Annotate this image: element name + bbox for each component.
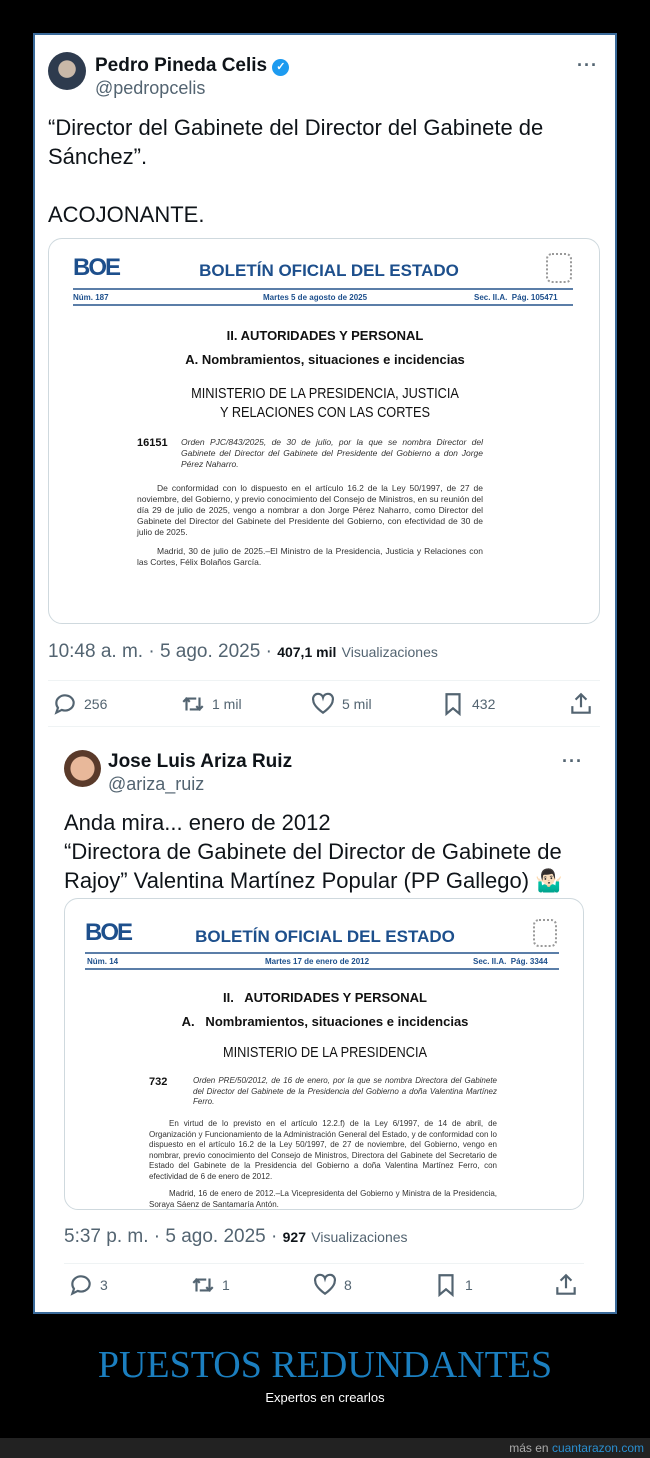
share-icon [568, 691, 594, 717]
boe-image[interactable] [64, 898, 584, 1210]
author-name[interactable] [95, 55, 289, 77]
coat-of-arms-icon [533, 919, 557, 947]
time-text: 5:37 p. m. · 5 ago. 2025 · [64, 1226, 283, 1247]
boe-date: Martes 17 de enero de 2012 [265, 957, 370, 966]
text-line: “Directora de Gabinete del Director de Gabinete de [64, 839, 562, 864]
author-handle[interactable]: @pedropcelis [95, 78, 206, 98]
retweet-button[interactable] [190, 1272, 230, 1298]
verified-badge-icon: ✓ [272, 59, 289, 76]
reply-count: 3 [100, 1277, 108, 1293]
tweet-text [64, 808, 604, 895]
retweet-icon [190, 1272, 216, 1298]
ministry-line: Y RELACIONES CON LAS CORTES [220, 404, 430, 421]
meme-subtitle: Expertos en crearlos [265, 1390, 385, 1405]
site-link[interactable]: cuantarazon.com [551, 1441, 644, 1455]
bookmark-count: 1 [465, 1277, 473, 1293]
text-line: “Director del Gabinete del Director del Gabinete de [48, 115, 544, 140]
boe-image[interactable] [48, 238, 600, 624]
boe-date: Martes 5 de agosto de 2025 [263, 293, 368, 302]
bookmark-button[interactable] [433, 1272, 473, 1298]
bookmark-icon [433, 1272, 459, 1298]
reply-count: 256 [84, 696, 108, 712]
time-text: 10:48 a. m. · 5 ago. 2025 · [48, 641, 278, 662]
avatar[interactable] [64, 750, 101, 787]
author-name-text: Pedro Pineda Celis [95, 55, 268, 76]
bookmark-count: 432 [472, 696, 496, 712]
reply-button[interactable] [52, 691, 107, 717]
share-button[interactable] [553, 1272, 579, 1298]
divider [64, 1263, 584, 1264]
heart-icon [310, 691, 336, 717]
like-count: 8 [344, 1277, 352, 1293]
more-options-icon[interactable]: ··· [562, 751, 583, 771]
author-name[interactable]: Jose Luis Ariza Ruiz [108, 751, 293, 772]
text-line [48, 171, 608, 200]
like-count: 5 mil [342, 696, 372, 712]
divider [48, 680, 600, 681]
boe-title: BOLETÍN OFICIAL DEL ESTADO [195, 927, 455, 946]
tweet-timestamp[interactable] [64, 1226, 408, 1248]
boe-logo: BOE [85, 919, 132, 946]
boe-signature: Madrid, 30 de julio de 2025.–El Ministro de la Presidencia, Justicia y Relaciones con las Cortes, Félix Bolaños García. [137, 546, 483, 567]
avatar[interactable] [48, 52, 86, 90]
tweet-text [48, 113, 608, 229]
more-text: más en [509, 1441, 552, 1455]
retweet-count: 1 mil [212, 696, 242, 712]
boe-order-title: Orden PRE/50/2012, de 16 de enero, por la que se nombra Directora del Gabinete del Director del Gabinete de la Presidencia del Gobierno a doña Valentina Martínez Ferro. [193, 1076, 497, 1106]
boe-order-number: 732 [149, 1076, 168, 1088]
like-button[interactable] [312, 1272, 352, 1298]
share-button[interactable] [568, 691, 594, 717]
boe-logo: BOE [73, 254, 120, 281]
boe-section: II. AUTORIDADES Y PERSONAL [226, 328, 424, 343]
reply-button[interactable] [68, 1272, 108, 1298]
boe-order-number: 16151 [137, 437, 168, 449]
author-handle[interactable]: @ariza_ruiz [108, 774, 205, 794]
text-line: ACOJONANTE. [48, 202, 205, 227]
divider [48, 726, 600, 727]
boe-body: En virtud de lo previsto en el artículo 12.2.f) de la Ley 6/1997, de 14 de abril, de Organización y Funcionamiento de la Administración General del Estado, y de conformidad con lo dispuesto en el artículo 16.2 de la Ley 50/1997, de 27 de noviembre, del Gobierno, vengo en nombrar, previo conocimiento del Consejo de Ministros, Directora del Gabinete del Secretario de Estado del Gabinete de la Presidencia del Gobierno a doña Valentina Martínez Ferro, con efectividad de 6 de enero de 2012. [149, 1119, 497, 1181]
meme-title: PUESTOS REDUNDANTES [97, 1344, 553, 1386]
views-label: Visualizaciones [311, 1229, 408, 1245]
boe-section-page: Sec. II.A. Pág. 3344 [473, 957, 548, 966]
like-button[interactable] [310, 691, 372, 717]
text-line: Anda mira... enero de 2012 [64, 810, 331, 835]
boe-subsection: A. Nombramientos, situaciones e incidencias [185, 352, 465, 367]
boe-section-page: Sec. II.A. Pág. 105471 [474, 293, 558, 302]
site-footer-bar [0, 1438, 650, 1458]
bookmark-button[interactable] [440, 691, 495, 717]
boe-signature: Madrid, 16 de enero de 2012.–La Vicepresidenta del Gobierno y Ministra de la Presidencia, Soraya Sáenz de Santamaría Antón. [149, 1189, 497, 1209]
boe-title: BOLETÍN OFICIAL DEL ESTADO [199, 261, 459, 280]
retweet-count: 1 [222, 1277, 230, 1293]
boe-order-title: Orden PJC/843/2025, de 30 de julio, por la que se nombra Director del Gabinete del Director del Gabinete del Presidente del Gobierno a don Jorge Pérez Naharro. [181, 437, 483, 469]
ministry-line: MINISTERIO DE LA PRESIDENCIA [222, 1044, 428, 1061]
tweet-timestamp[interactable] [48, 641, 438, 663]
views-count: 407,1 mil [277, 644, 337, 660]
text-line: Rajoy” Valentina Martínez Popular (PP Gallego) 🤷🏻‍♂️ [64, 868, 563, 893]
boe-ministry [90, 384, 559, 422]
boe-number: Núm. 187 [73, 293, 109, 302]
retweet-button[interactable] [180, 691, 242, 717]
ministry-line: MINISTERIO DE LA PRESIDENCIA, JUSTICIA [191, 385, 459, 402]
views-label: Visualizaciones [341, 644, 438, 660]
text-line: Sánchez”. [48, 144, 148, 169]
views-count: 927 [282, 1229, 306, 1245]
more-options-icon[interactable]: ··· [577, 55, 598, 75]
boe-number: Núm. 14 [87, 957, 119, 966]
boe-section: II. AUTORIDADES Y PERSONAL [223, 990, 427, 1005]
retweet-icon [180, 691, 206, 717]
coat-of-arms-icon [546, 253, 572, 283]
share-icon [553, 1272, 579, 1298]
reply-icon [68, 1272, 94, 1298]
heart-icon [312, 1272, 338, 1298]
bookmark-icon [440, 691, 466, 717]
boe-ministry [104, 1043, 546, 1062]
reply-icon [52, 691, 78, 717]
boe-subsection: A. Nombramientos, situaciones e incidencias [181, 1014, 469, 1029]
boe-body: De conformidad con lo dispuesto en el artículo 16.2 de la Ley 50/1997, de 27 de noviembre, del Gobierno, y previo conocimiento del Consejo de Ministros, en su reunión del día 29 de julio de 2025, vengo a nombrar a don Jorge Pérez Naharro, como Director del Gabinete del Director del Gabinete del Presidente del Gobierno, con efectividad de 30 de julio de 2025. [137, 483, 483, 537]
